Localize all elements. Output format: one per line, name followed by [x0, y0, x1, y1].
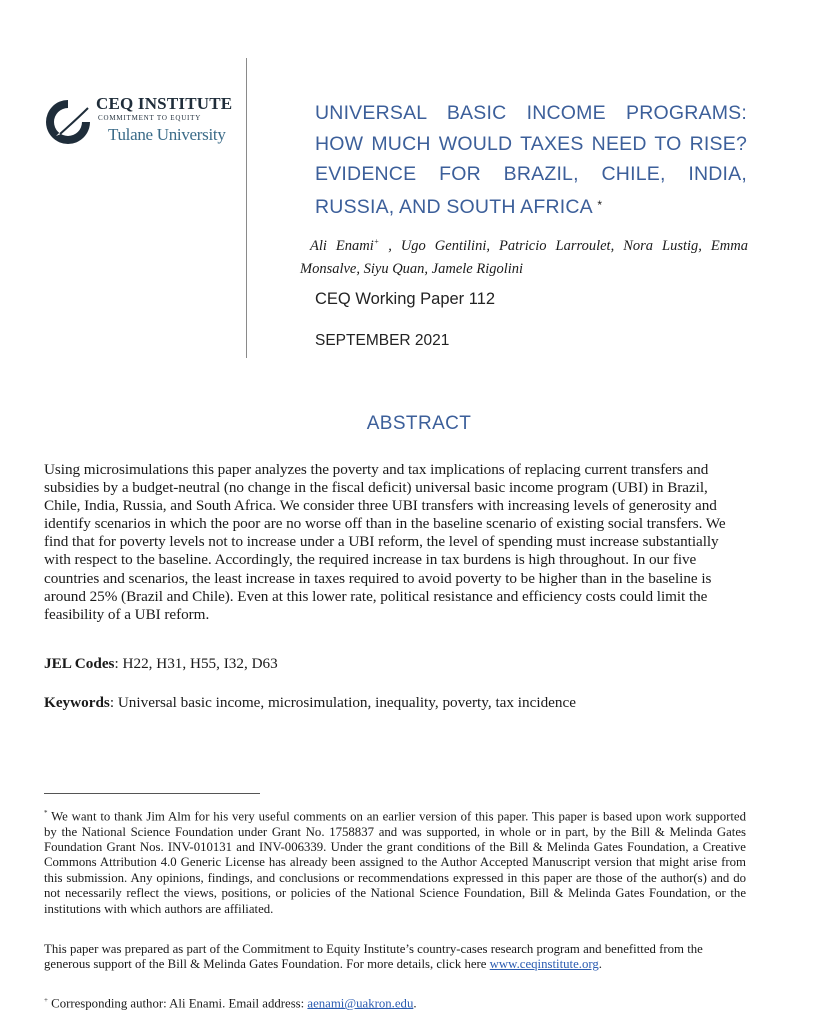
corresponding-author-marker: + — [373, 237, 380, 246]
vertical-divider — [246, 58, 247, 358]
keywords-label: Keywords — [44, 694, 110, 711]
paper-title — [315, 98, 747, 222]
footnote-acknowledgements — [44, 806, 746, 917]
title-footnote-marker: * — [597, 197, 603, 212]
footnote-corresponding-author — [44, 993, 746, 1012]
logo-university: Tulane University — [108, 125, 226, 144]
keywords — [44, 694, 764, 712]
jel-value: : H22, H31, H55, I32, D63 — [114, 655, 278, 672]
ceq-institute-logo — [40, 92, 245, 152]
ceq-website-link[interactable]: www.ceqinstitute.org — [489, 957, 599, 972]
jel-codes — [44, 655, 744, 673]
abstract-heading: ABSTRACT — [366, 413, 472, 434]
author-list — [300, 230, 748, 281]
keywords-value: : Universal basic income, microsimulation, inequality, poverty, tax incidence — [109, 694, 576, 711]
footnote-marker-star: * — [44, 809, 48, 817]
abstract-body: Using microsimulations this paper analyzes the poverty and tax implications of replacing current transfers and subsidies by a budget-neutral (no change in the fiscal deficit) universal basic income program (UBI) in Brazil, Chile, India, Russia, and South Africa. We consider three UBI transfers with increasing levels of generosity and identify scenarios in which the poor are no worse off than in the baseline scenario of existing social transfers. We find that for poverty levels not to increase under a UBI reform, the level of spending must increase substantially with respect to the baseline. Accordingly, the required increase in tax burdens is high throughout. In our five countries and scenarios, the least increase in taxes required to avoid poverty to be higher than in the baseline is around 25% (Brazil and Chile). Even at this lower rate, political resistance and efficiency costs could limit the feasibility of a UBI reform. — [44, 461, 726, 623]
footnote-marker-plus: + — [44, 996, 48, 1004]
other-authors: , Ugo Gentilini, Patricio Larroulet, Nora Lustig, Emma Monsalve, Siyu Quan, Jamele Rigolini — [300, 237, 748, 277]
jel-label: JEL Codes — [44, 655, 115, 672]
logo-institute-name: CEQ INSTITUTE — [96, 94, 233, 113]
footnote-acknowledgements-text: We want to thank Jim Alm for his very useful comments on an earlier version of this paper. This paper is based upon work supported by the National Science Foundation under Grant No. 1758837 and was supported, in whole or in part, by the Bill & Melinda Gates Foundation Grant Nos. INV-010131 and INV-006339. Under the grant conditions of the Bill & Melinda Gates Foundation, a Creative Commons Attribution 4.0 Generic License has already been assigned to the Author Accepted Manuscript version that might arise from this submission. Any opinions, findings, and conclusions or recommendations expressed in this paper are those of the author(s) and do not necessarily reflect the views, positions, or policies of the National Science Foundation, Bill & Melinda Gates Foundation, or the institutions with which authors are affiliated. — [44, 809, 746, 916]
footnote-program-end: . — [598, 957, 602, 972]
footnote-program — [44, 942, 746, 973]
first-author: Ali Enami — [310, 237, 374, 254]
footnote-corresponding-end: . — [413, 996, 417, 1011]
author-email-link[interactable]: aenami@uakron.edu — [307, 996, 414, 1011]
publication-date: SEPTEMBER 2021 — [315, 332, 450, 349]
footnote-divider — [44, 793, 260, 794]
ceq-swoosh-icon — [42, 96, 94, 148]
working-paper-number: CEQ Working Paper 112 — [315, 290, 496, 308]
logo-tagline: COMMITMENT TO EQUITY — [98, 114, 202, 122]
footnote-corresponding-text: Corresponding author: Ali Enami. Email address: — [47, 996, 308, 1011]
footnote-program-text: This paper was prepared as part of the Commitment to Equity Institute’s country-cases research program and benefitted from the generous support of the Bill & Melinda Gates Foundation. For more details, click here — [44, 942, 703, 972]
paper-title-text: UNIVERSAL BASIC INCOME PROGRAMS: HOW MUCH WOULD TAXES NEED TO RISE? EVIDENCE FOR BRAZIL, CHILE, INDIA, RUSSIA, AND SOUTH AFRICA — [315, 102, 747, 218]
